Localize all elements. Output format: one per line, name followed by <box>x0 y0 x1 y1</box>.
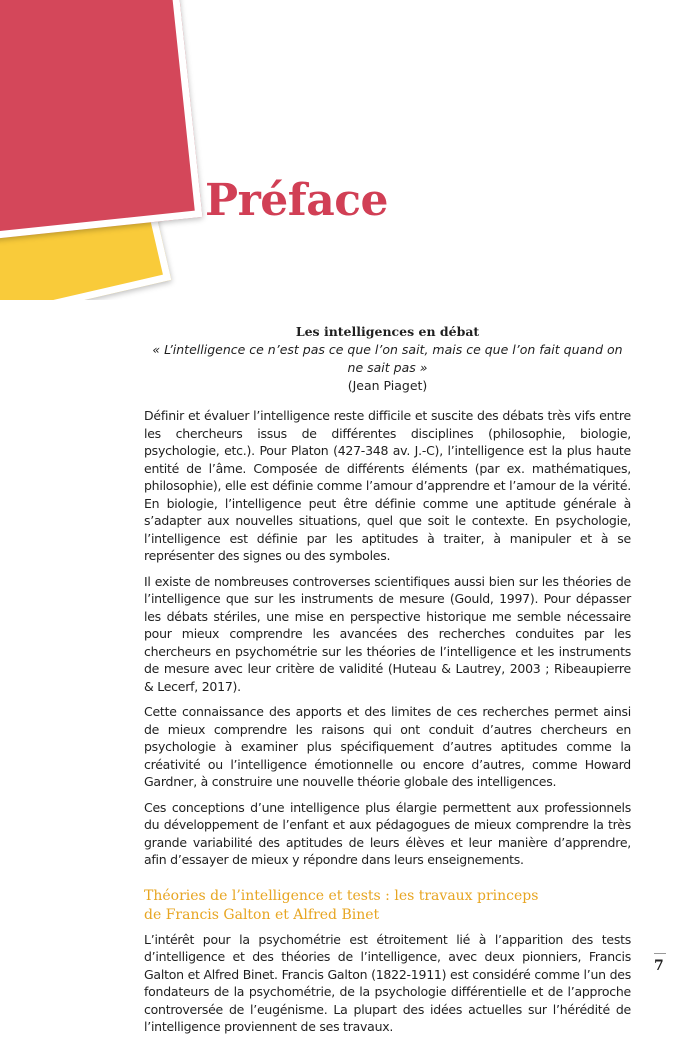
section-heading <box>144 887 631 925</box>
epigraph <box>144 323 631 395</box>
page-number-rule <box>654 953 666 954</box>
paragraph: Cette connaissance des apports et des limites de ces recherches permet ainsi de mieux comprendre les raisons qui ont conduit d’autres chercheurs en psychologie à examiner plus spécifiquement d’autres aptitudes comme la créativité ou l’intelligence émotionnelle ou encore d’autres, comme Howard Gardner, à construire une nouvelle théorie globale des intelligences. <box>144 704 631 789</box>
main-content <box>144 323 631 1044</box>
section-heading-line2: de Francis Galton et Alfred Binet <box>144 906 380 923</box>
paragraph: Ces conceptions d’une intelligence plus élargie permettent aux professionnels du développement de l’enfant et aux pédagogues de mieux comprendre la très grande variabilité des aptitudes de leurs élèves et leur manière d’apprendre, afin d’essayer de mieux y répondre dans leurs enseignements. <box>144 799 631 867</box>
page-title: Préface <box>205 175 388 226</box>
red-card-decoration <box>0 0 202 240</box>
section-heading-line1: Théories de l’intelligence et tests : les travaux princeps <box>144 887 539 904</box>
page-number: 7 <box>654 958 664 974</box>
section-paragraph: L’intérêt pour la psychométrie est étroitement lié à l’apparition des tests d’intelligence et des théories de l’intelligence, avec deux pionniers, Francis Galton et Alfred Binet. Francis Galton (1822-1911) est considéré comme l’un des fondateurs de la psychométrie, de la psychologie différentielle et de l’approche controversée de l’eugénisme. La plupart des idées actuelles sur l’hérédité de l’intelligence proviennent de ses travaux. <box>144 931 631 1034</box>
paragraph: Il existe de nombreuses controverses scientifiques aussi bien sur les théories de l’intelligence que sur les instruments de mesure (Gould, 1997). Pour dépasser les débats stériles, une mise en perspective historique me semble nécessaire pour mieux comprendre les avancées des recherches conduites par les chercheurs en psychométrie sur les théories de l’intelligence et les instruments de mesure avec leur critère de validité (Huteau & Lautrey, 2003 ; Ribeaupierre & Lecerf, 2017). <box>144 573 631 694</box>
epigraph-title: Les intelligences en débat <box>295 324 480 339</box>
paragraph: Définir et évaluer l’intelligence reste difficile et suscite des débats très vifs entre les chercheurs issus de différentes disciplines (philosophie, biologie, psychologie, etc.). Pour Platon (427-348 av. J.-C), l’intelligence est la plus haute entité de l’âme. Composée de différents éléments (par ex. mathématiques, philosophie), elle est définie comme l’amour d’apprendre et l’amour de la vérité. En biologie, l’intelligence peut être définie comme une aptitude générale à s’adapter aux nouvelles situations, quel que soit le contexte. En psychologie, l’intelligence est définie par les aptitudes à traiter, à manipuler et à se représenter des signes ou des symboles. <box>144 408 631 563</box>
epigraph-quote: « L’intelligence ce n’est pas ce que l’on sait, mais ce que l’on fait quand on ne sait pas » <box>152 342 623 375</box>
epigraph-author: (Jean Piaget) <box>347 378 428 393</box>
decorative-cards <box>0 0 220 300</box>
